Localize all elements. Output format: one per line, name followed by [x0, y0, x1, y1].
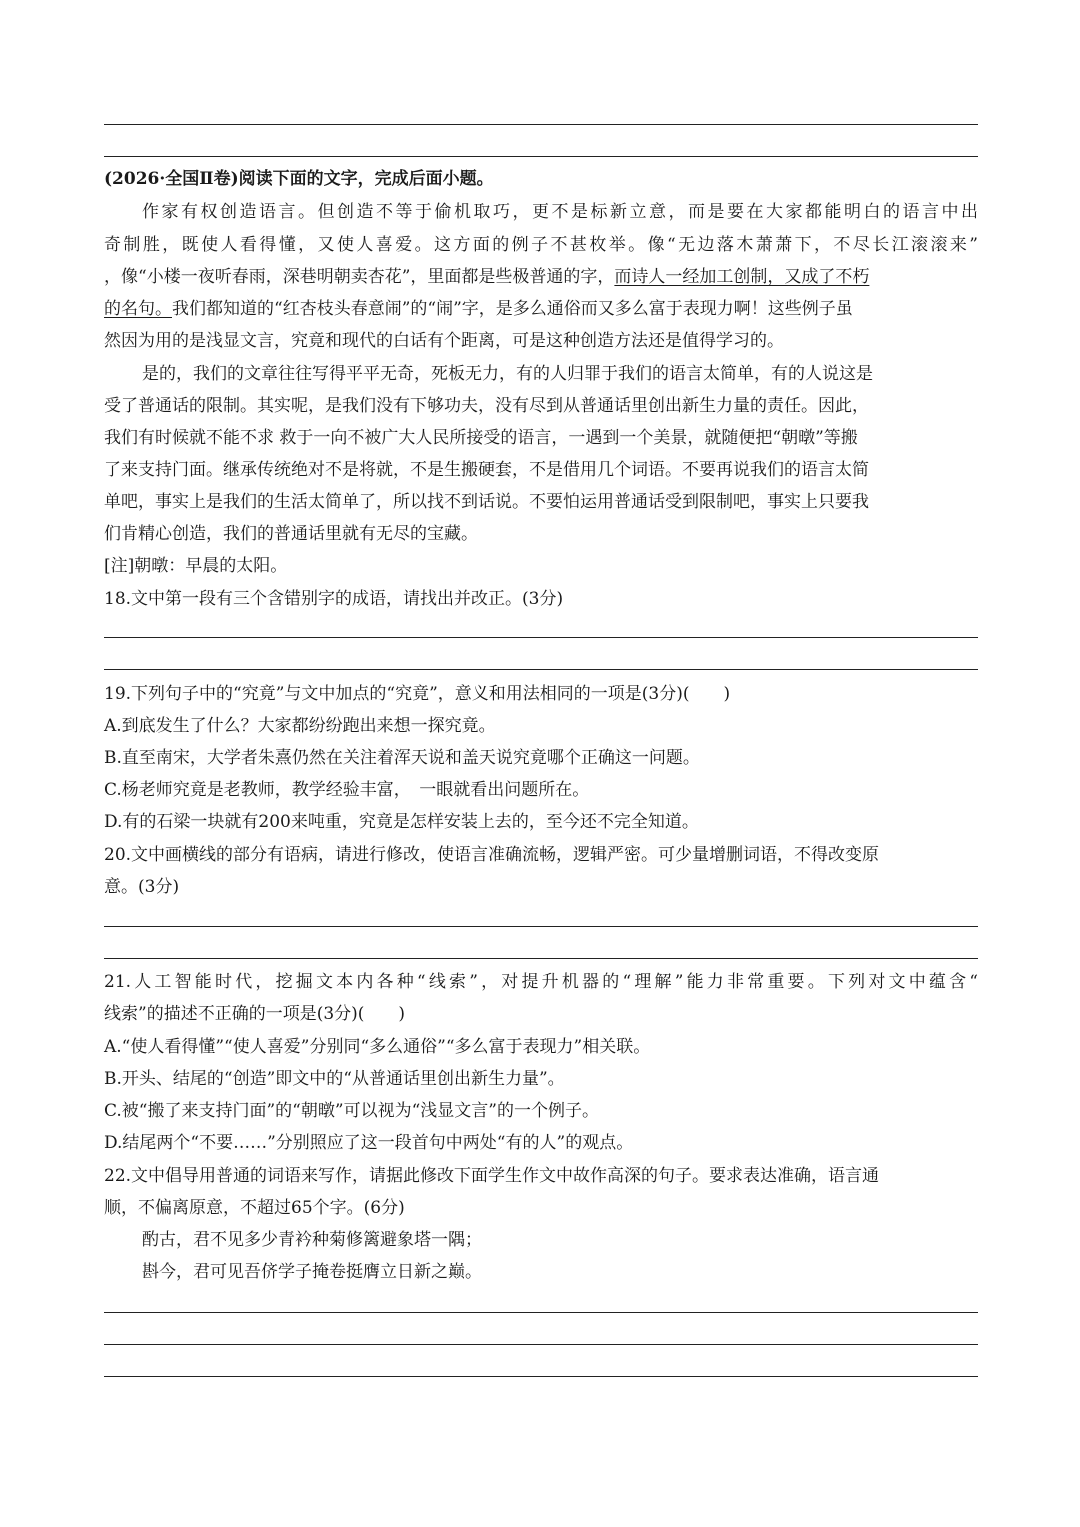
- question-22: 顺，不偏离原意，不超过65个字。(6分): [104, 1198, 405, 1218]
- passage-line: 我们有时候就不能不求 救于一向不被广大人民所接受的语言，一遇到一个美景，就随便把“朝暾”等搬: [104, 428, 858, 448]
- section-header: (2026·全国Ⅱ卷)阅读下面的文字，完成后面小题。: [104, 169, 494, 189]
- passage-line: 然因为用的是浅显文言，究竟和现代的白话有个距离，可是这种创造方法还是值得学习的。: [104, 331, 784, 351]
- passage-line: 奇制胜，既使人看得懂，又使人喜爱。这方面的例子不甚枚举。像“无边落木萧萧下，不尽长江滚滚来”: [104, 235, 978, 255]
- student-sentence: 酌古，君不见多少青衿种菊修篱避象塔一隅；: [142, 1230, 482, 1250]
- answer-line: [104, 156, 978, 157]
- passage-line: 了来支持门面。继承传统绝对不是将就，不是生搬硬套，不是借用几个词语。不要再说我们的语言太简: [104, 460, 869, 480]
- answer-line: [104, 1344, 978, 1345]
- question-19-option-b: B.直至南宋，大学者朱熹仍然在关注着浑天说和盖天说究竟哪个正确这一问题。: [104, 748, 700, 768]
- answer-line: [104, 926, 978, 927]
- answer-line: [104, 958, 978, 959]
- question-21-stem: 线索”的描述不正确的一项是(3分)( ): [104, 1004, 406, 1024]
- question-20: 意。(3分): [104, 877, 180, 897]
- question-19-option-c: C.杨老师究竟是老教师，教学经验丰富， 一眼就看出问题所在。: [104, 780, 590, 800]
- passage-line: 作家有权创造语言。但创造不等于偷机取巧，更不是标新立意，而是要在大家都能明白的语言中出: [142, 202, 978, 222]
- question-20: 20.文中画横线的部分有语病，请进行修改，使语言准确流畅，逻辑严密。可少量增删词语，不得改变原: [104, 845, 880, 865]
- answer-line: [104, 637, 978, 638]
- question-22: 22.文中倡导用普通的词语来写作，请据此修改下面学生作文中故作高深的句子。要求表达准确，语言通: [104, 1166, 880, 1186]
- passage-line: 是的，我们的文章往往写得平平无奇，死板无力，有的人归罪于我们的语言太简单，有的人说这是: [142, 364, 873, 384]
- question-18: 18.文中第一段有三个含错别字的成语，请找出并改正。(3分): [104, 589, 564, 609]
- answer-line: [104, 124, 978, 125]
- passage-text: 我们都知道的“红杏枝头春意闹”的“闹”字，是多么通俗而又多么富于表现力啊！这些例子虽: [172, 299, 853, 319]
- footnote: [注]朝暾：早晨的太阳。: [104, 556, 288, 576]
- underlined-sentence: 的名句。: [104, 299, 172, 319]
- student-sentence: 斟今，君可见吾侪学子掩卷挺膺立日新之巅。: [142, 1262, 482, 1282]
- question-21-stem: 21.人工智能时代，挖掘文本内各种“线索”，对提升机器的“理解”能力非常重要。下列对文中蕴含“: [104, 972, 978, 992]
- question-19-option-d: D.有的石梁一块就有200来吨重，究竟是怎样安装上去的，至今还不完全知道。: [104, 812, 699, 832]
- question-19-option-a: A.到底发生了什么？大家都纷纷跑出来想一探究竟。: [104, 716, 496, 736]
- question-21-option-d: D.结尾两个“不要……”分别照应了这一段首句中两处“有的人”的观点。: [104, 1133, 634, 1153]
- passage-text: ，像“小楼一夜听春雨，深巷明朝卖杏花”，里面都是些极普通的字，: [104, 267, 615, 287]
- question-21-option-a: A.“使人看得懂”“使人喜爱”分别同“多么通俗”“多么富于表现力”相关联。: [104, 1037, 651, 1057]
- answer-line: [104, 669, 978, 670]
- passage-line: 们肯精心创造，我们的普通话里就有无尽的宝藏。: [104, 524, 478, 544]
- question-21-option-b: B.开头、结尾的“创造”即文中的“从普通话里创出新生力量”。: [104, 1069, 565, 1089]
- passage-line: 受了普通话的限制。其实呢，是我们没有下够功夫，没有尽到从普通话里创出新生力量的责任。因此，: [104, 396, 869, 416]
- underlined-sentence: 而诗人一经加工创制，又成了不朽: [614, 267, 870, 287]
- question-19-stem: 19.下列句子中的“究竟”与文中加点的“究竟”，意义和用法相同的一项是(3分)( ): [104, 684, 731, 704]
- passage-line: [104, 297, 978, 321]
- question-21-option-c: C.被“搬了来支持门面”的“朝暾”可以视为“浅显文言”的一个例子。: [104, 1101, 599, 1121]
- answer-line: [104, 1312, 978, 1313]
- passage-line: [104, 265, 978, 289]
- passage-line: 单吧，事实上是我们的生活太简单了，所以找不到话说。不要怕运用普通话受到限制吧，事实上只要我: [104, 492, 869, 512]
- answer-line: [104, 1376, 978, 1377]
